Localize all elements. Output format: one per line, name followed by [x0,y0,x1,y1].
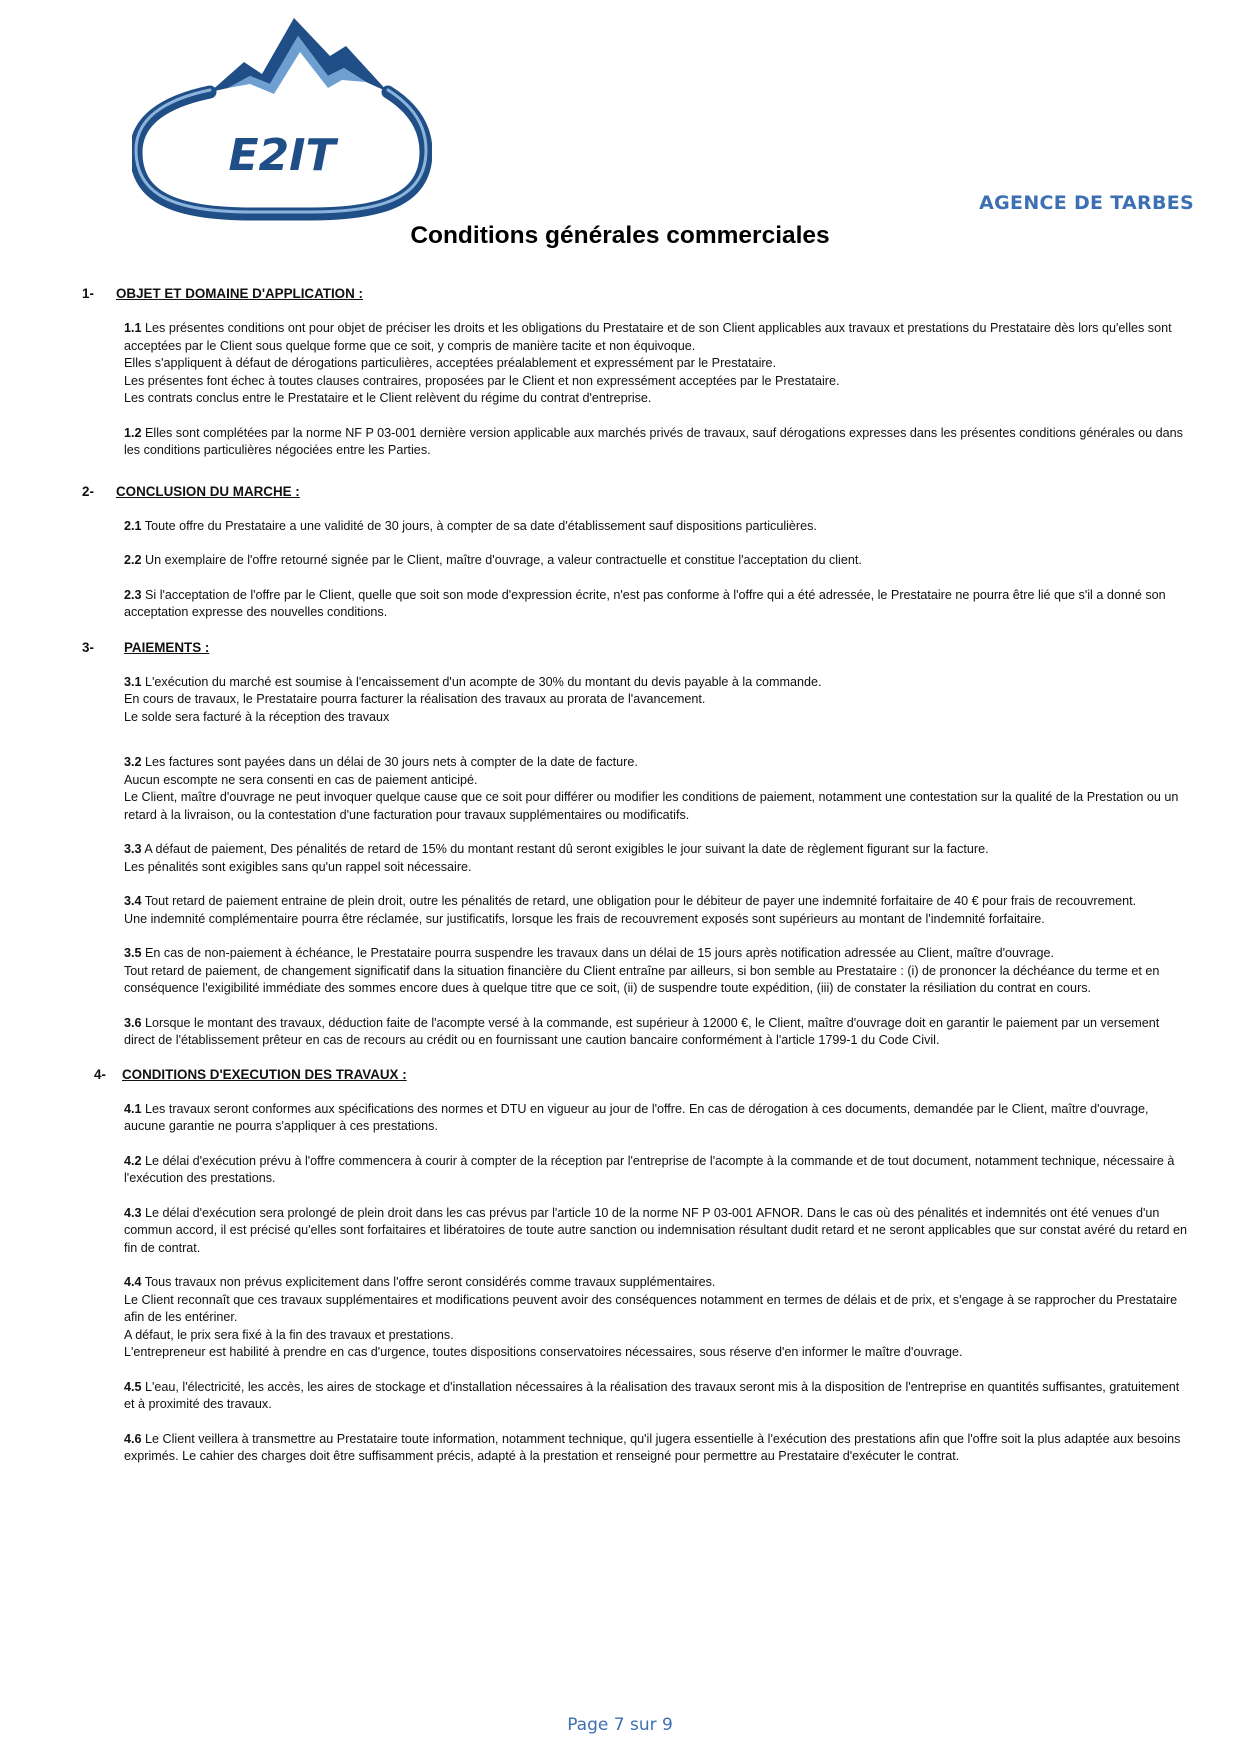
clause-line: En cours de travaux, le Prestataire pourra facturer la réalisation des travaux au prorata de l'avancement. [124,692,706,706]
clause-3-3 [124,841,1188,876]
clause-line: Tout retard de paiement, de changement significatif dans la situation financière du Client entraîne par ailleurs, si bon semble au Prestataire : (i) de prononcer la déchéance du terme et en conséquence l'exigibilité immédiate des sommes encore dues à quelque titre que ce soit, (ii) de suspendre toute expédition, (iii) de constater la résiliation du contrat en cours. [124,963,1163,995]
clause-4-5 [124,1379,1188,1414]
clause-line [124,1379,1188,1414]
section-title: OBJET ET DOMAINE D'APPLICATION : [116,286,363,301]
clause-line [124,945,1188,963]
clause-1-1 [124,320,1188,408]
clause-text: Les factures sont payées dans un délai de 30 jours nets à compter de la date de facture. [145,755,638,769]
clause-line: Elles s'appliquent à défaut de dérogations particulières, acceptées préalablement et expressément par le Prestataire. [124,356,777,370]
clause-2-3 [124,587,1188,622]
clause-text: Si l'acceptation de l'offre par le Client, quelle que soit son mode d'expression écrite, n'est pas conforme à l'offre qui a été adressée, le Prestataire ne pourra être lié que s'il a donné son acceptation expresse des nouvelles conditions. [124,587,1170,619]
logo-text: E2IT [228,130,336,181]
clause-text: Le délai d'exécution sera prolongé de plein droit dans les cas prévus par l'article 10 de la norme NF P 03-001 AFNOR. Dans le cas où des pénalités et indemnités ont été venues d'un commun accord, il est précisé qu'elles sont forfaitaires et libératoires de toute autre sanction ou indemnisation résultant dudit retard et ne seront applicables que sur constat avéré du retard en fin de contrat. [124,1205,1191,1255]
clause-line [124,893,1188,911]
clause-4-6 [124,1431,1188,1466]
section-heading [0,1067,1240,1089]
clause-number: 1.2 [124,425,142,440]
clause-text: Toute offre du Prestataire a une validité de 30 jours, à compter de sa date d'établissement sauf dispositions particulières. [144,518,817,533]
clause-line: Le Client, maître d'ouvrage ne peut invoquer quelque cause que ce soit pour différer ou modifier les conditions de paiement, notamment une contestation sur la qualité de la Prestation ou un retard à la livraison, ou la contestation d'une facturation pour travaux supplémentaires ou modificatifs. [124,790,1182,822]
clause-text: Lorsque le montant des travaux, déduction faite de l'acompte versé à la commande, est supérieur à 12000 €, le Client, maître d'ouvrage doit en garantir le paiement par un versement direct de l'établissement prêteur en cas de recours au crédit ou en fournissant une caution bancaire conformément à l'article 1799-1 du Code Civil. [124,1015,1163,1047]
clause-3-1 [124,674,1188,727]
clause-text: Le Client veillera à transmettre au Prestataire toute information, notamment technique, qu'il jugera essentielle à l'exécution des prestations afin que l'offre soit la plus adaptée aux besoins exprimés. Le cahier des charges doit être suffisamment précis, adapté à la prestation et renseigné pour permettre au Prestataire d'exécuter le contrat. [124,1431,1184,1463]
clause-line: L'entrepreneur est habilité à prendre en cas d'urgence, toutes dispositions conservatoires nécessaires, sous réserve d'en informer le maître d'ouvrage. [124,1345,963,1359]
page-number: Page 7 sur 9 [567,1715,673,1735]
clause-line: Les contrats conclus entre le Prestataire et le Client relèvent du régime du contrat d'entreprise. [124,391,652,405]
section-heading [0,286,1240,308]
section-paiements [0,640,1240,1050]
clause-number: 1.1 [124,321,142,335]
clause-number: 3.2 [124,755,142,769]
clause-number: 3.1 [124,674,142,689]
clause-number: 2.1 [124,518,142,533]
section-execution [0,1067,1240,1466]
clause-line: A défaut, le prix sera fixé à la fin des travaux et prestations. [124,1327,454,1342]
clause-4-3 [124,1205,1191,1258]
clause-number: 4.2 [124,1153,142,1168]
clause-line [124,754,1188,772]
clause-3-5 [124,945,1188,998]
clause-text: L'eau, l'électricité, les accès, les aires de stockage et d'installation nécessaires à la réalisation des travaux seront mis à la disposition de l'entreprise en quantités suffisantes, gratuitement et à proximité des travaux. [124,1379,1183,1411]
clause-text: Les travaux seront conformes aux spécifications des normes et DTU en vigueur au jour de l'offre. En cas de dérogation à ces documents, demandée par le Client, maître d'ouvrage, aucune garantie ne pourra s'appliquer à ces prestations. [124,1101,1153,1133]
clause-4-1 [124,1101,1188,1136]
section-conclusion [0,484,1240,622]
clause-line: Une indemnité complémentaire pourra être réclamée, sur justificatifs, lorsque les frais de recouvrement exposés sont supérieurs au montant de l'indemnité forfaitaire. [124,911,1045,926]
clause-line [124,425,1188,460]
clause-line: Aucun escompte ne sera consenti en cas de paiement anticipé. [124,772,478,787]
section-heading [0,484,1240,506]
section-number: 4- [94,1066,106,1082]
clause-text: Les présentes conditions ont pour objet de préciser les droits et les obligations du Prestataire et de son Client applicables aux travaux et prestations du Prestataire dès lors qu'elles sont acceptées par le Client sous quelque forme que ce soit, y compris de manière tacite et non équivoque. [124,321,1176,353]
clause-line: Le solde sera facturé à la réception des travaux [124,709,390,724]
clause-number: 3.4 [124,894,142,908]
clause-line [124,552,1188,570]
clause-1-2 [124,425,1188,460]
clause-3-6 [124,1015,1188,1050]
clause-text: Tous travaux non prévus explicitement dans l'offre seront considérés comme travaux supplémentaires. [144,1275,716,1289]
clause-4-2 [124,1153,1188,1188]
clause-list [124,674,1188,1050]
clause-line [124,1153,1188,1188]
clause-3-2 [124,754,1188,824]
section-title: PAIEMENTS : [124,639,210,655]
clause-line [124,518,1188,536]
page-title: Conditions générales commerciales [410,222,830,249]
clause-text: A défaut de paiement, Des pénalités de retard de 15% du montant restant dû seront exigibles le jour suivant la date de règlement figurant sur la facture. [144,842,989,856]
clause-2-2 [124,552,1188,570]
clause-line [124,1431,1188,1466]
clause-4-4 [124,1274,1188,1362]
mountain-logo-icon [132,18,432,250]
agency-label: AGENCE DE TARBES [979,192,1194,214]
clause-number: 2.2 [124,553,142,567]
section-number: 1- [82,286,94,301]
clause-line [124,587,1188,622]
clause-number: 4.6 [124,1431,142,1446]
clause-line [124,674,1188,692]
clause-list [124,518,1188,622]
clause-number: 3.6 [124,1015,142,1030]
clause-number: 4.3 [124,1205,142,1220]
clause-number: 3.5 [124,946,142,960]
clause-line [124,1015,1188,1050]
clause-line [124,1101,1188,1136]
section-title: CONDITIONS D'EXECUTION DES TRAVAUX : [122,1066,407,1082]
clause-text: Le délai d'exécution prévu à l'offre commencera à courir à compter de la réception par l'entreprise de l'acompte à la commande et de tout document, notamment technique, nécessaire à l'exécution des prestations. [124,1153,1178,1185]
clause-line [124,841,1188,859]
clause-2-1 [124,518,1188,536]
clause-list [124,1101,1191,1466]
clause-line [124,320,1188,355]
clause-line [124,1205,1191,1258]
company-logo [132,18,432,250]
clause-text: Elles sont complétées par la norme NF P 03-001 dernière version applicable aux marchés privés de travaux, sauf dérogations expresses dans les présentes conditions générales ou dans les conditions particulières négociées entre les Parties. [124,425,1187,457]
clause-list [124,320,1188,460]
document-body [0,286,1240,1483]
clause-3-4 [124,893,1188,928]
section-objet [0,286,1240,460]
section-number: 3- [82,639,94,655]
clause-line: Les pénalités sont exigibles sans qu'un rappel soit nécessaire. [124,859,472,874]
clause-text: L'exécution du marché est soumise à l'encaissement d'un acompte de 30% du montant du devis payable à la commande. [145,674,822,689]
section-heading [0,640,1240,662]
clause-text: Tout retard de paiement entraine de plein droit, outre les pénalités de retard, une obligation pour le débiteur de payer une indemnité forfaitaire de 40 € pour frais de recouvrement. [144,894,1137,908]
section-title: CONCLUSION DU MARCHE : [116,483,300,499]
clause-number: 4.1 [124,1101,142,1116]
clause-text: Un exemplaire de l'offre retourné signée par le Client, maître d'ouvrage, a valeur contractuelle et constitue l'acceptation du client. [145,553,862,567]
clause-line: Les présentes font échec à toutes clauses contraires, proposées par le Client et non expressément acceptées par le Prestataire. [124,373,840,388]
clause-number: 3.3 [124,842,142,856]
clause-number: 4.4 [124,1275,142,1289]
clause-line [124,1274,1188,1292]
clause-number: 4.5 [124,1379,142,1394]
clause-text: En cas de non-paiement à échéance, le Prestataire pourra suspendre les travaux dans un délai de 15 jours après notification adressée au Client, maître d'ouvrage. [145,946,1055,960]
clause-line: Le Client reconnaît que ces travaux supplémentaires et modifications peuvent avoir des conséquences notamment en termes de délais et de prix, et s'engage à se rapprocher du Prestataire afin de les entériner. [124,1292,1181,1324]
clause-number: 2.3 [124,587,142,602]
section-number: 2- [82,483,94,499]
